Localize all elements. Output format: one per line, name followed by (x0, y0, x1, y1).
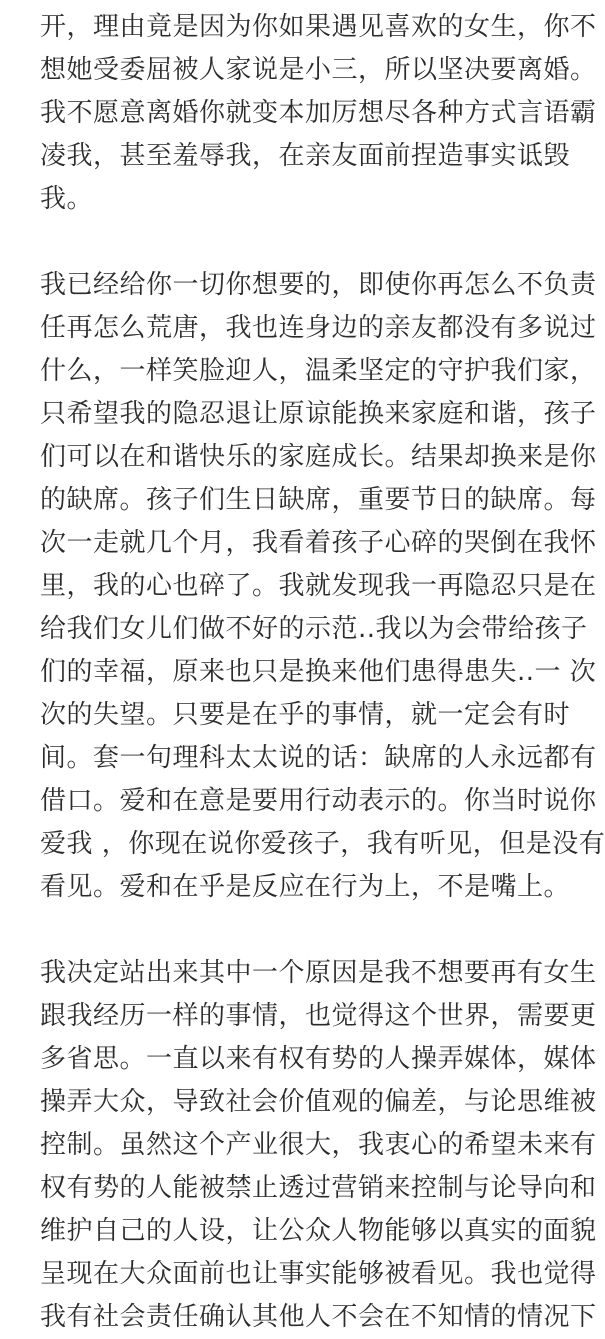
text-line: 给我们女儿们做不好的示范..我以为会带给孩子 (40, 614, 588, 644)
paragraph-spacer (40, 909, 570, 952)
paragraph-1 (40, 6, 597, 221)
text-line: 我。 (40, 184, 94, 214)
text-line: 操弄大众，导致社会价值观的偏差，与论思维被 (40, 1087, 597, 1117)
paragraph-2 (40, 264, 605, 909)
paragraph-spacer (40, 221, 570, 264)
text-line: 们的幸福，原来也只是换来他们患得患失..一 次 (40, 657, 597, 687)
text-line: 次一走就几个月，我看着孩子心碎的哭倒在我怀 (40, 528, 597, 558)
text-line: 多省思。一直以来有权有势的人操弄媒体，媒体 (40, 1044, 597, 1074)
text-line: 任再怎么荒唐，我也连身边的亲友都没有多说过 (40, 313, 597, 343)
text-line: 控制。虽然这个产业很大，我衷心的希望未来有 (40, 1130, 597, 1160)
text-line: 我决定站出来其中一个原因是我不想要再有女生 (40, 958, 597, 988)
text-line: 想她受委屈被人家说是小三，所以坚决要离婚。 (40, 55, 597, 85)
text-line: 什么，一样笑脸迎人，温柔坚定的守护我们家， (40, 356, 597, 386)
text-line: 里，我的心也碎了。我就发现我一再隐忍只是在 (40, 571, 597, 601)
text-line: 看见。爱和在乎是反应在行为上，不是嘴上。 (40, 872, 571, 902)
text-line: 我有社会责任确认其他人不会在不知情的情况下 (40, 1302, 597, 1332)
text-line: 跟我经历一样的事情，也觉得这个世界，需要更 (40, 1001, 597, 1031)
text-line: 的缺席。孩子们生日缺席，重要节日的缺席。每 (40, 485, 597, 515)
paragraph-3 (40, 952, 597, 1339)
text-line: 只希望我的隐忍退让原谅能换来家庭和谐，孩子 (40, 399, 597, 429)
text-line: 们可以在和谐快乐的家庭成长。结果却换来是你 (40, 442, 597, 472)
text-line: 我已经给你一切你想要的，即使你再怎么不负责 (40, 270, 597, 300)
text-line: 借口。爱和在意是要用行动表示的。你当时说你 (40, 786, 597, 816)
text-line: 呈现在大众面前也让事实能够被看见。我也觉得 (40, 1259, 597, 1289)
text-line: 间。套一句理科太太说的话：缺席的人永远都有 (40, 743, 597, 773)
text-line: 权有势的人能被禁止透过营销来控制与论导向和 (40, 1173, 597, 1203)
text-line: 次的失望。只要是在乎的事情，就一定会有时 (40, 700, 571, 730)
text-line: 维护自己的人设，让公众人物能够以真实的面貌 (40, 1216, 597, 1246)
article-body (40, 6, 605, 1339)
text-line: 开，理由竟是因为你如果遇见喜欢的女生，你不 (40, 12, 597, 42)
text-line: 凌我，甚至羞辱我，在亲友面前捏造事实诋毁 (40, 141, 571, 171)
text-line: 爱我 ，你现在说你爱孩子，我有听见，但是没有 (40, 829, 605, 859)
text-line: 我不愿意离婚你就变本加厉想尽各种方式言语霸 (40, 98, 597, 128)
